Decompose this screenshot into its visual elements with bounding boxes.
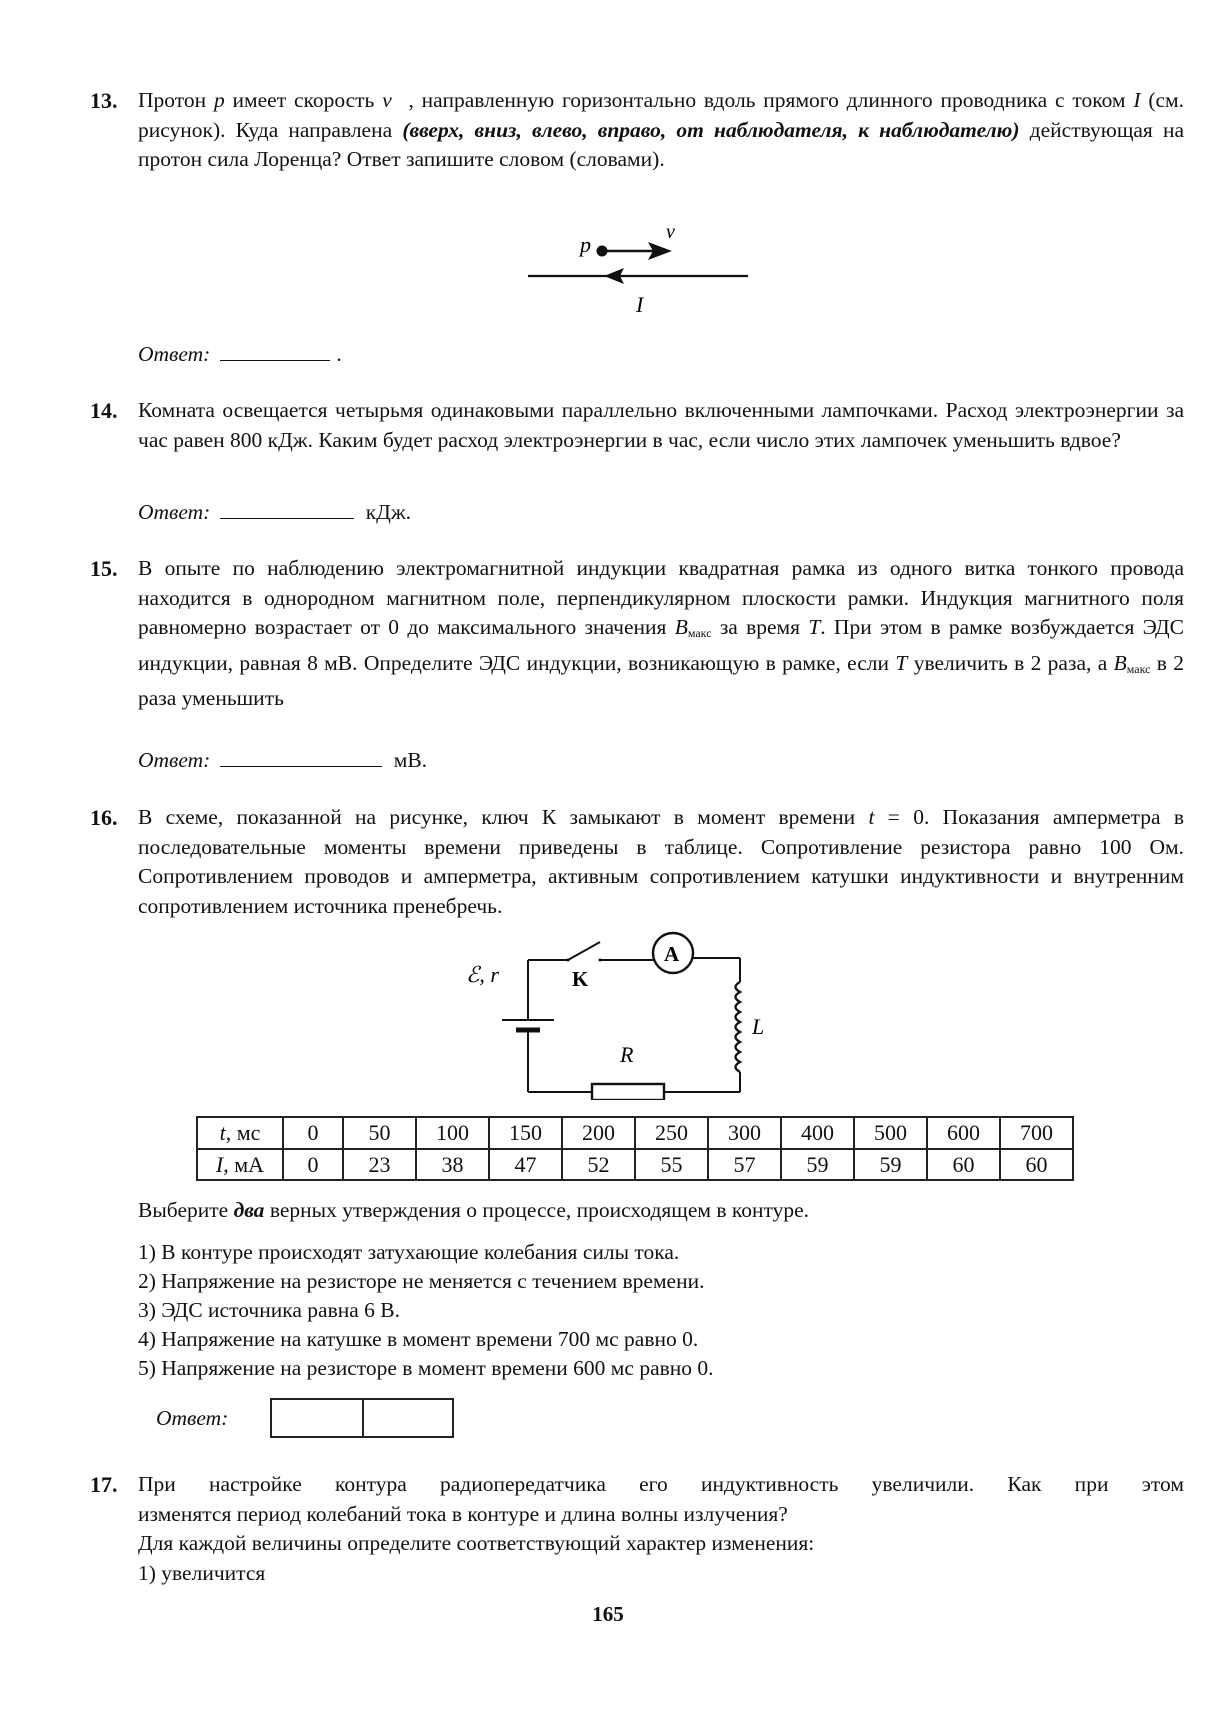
q16-number: 16. [90,805,118,830]
table-head-time: t, мс [197,1117,283,1149]
q15-answer-field[interactable] [220,746,382,767]
table-head-current: I, мА [197,1149,283,1181]
q15-answer: Ответ: мВ. [138,748,428,772]
q15-text: В опыте по наблюдению электромагнитной индукции квадратная рамка из одного витка тонкого провода находится в однородном магнитном поле, перпендикулярном плоскости рамки. Индукция магнитного поля равномерно возрастает от 0 до максимального значения $B_{макс}$ за время T. При этом в рамке возбуждается ЭДС индукции, равная 8 мВ. Определите ЭДС индукции, возникающую в рамке, если T увеличить в 2 раза, а $B_{макс}$ в 2 раза уменьшить [138,556,1185,710]
q13-text: Протон p имеет скорость v⃗, направленную горизонтально вдоль прямого длинного проводника с током I (см. рисунок). Куда направлена (вверх, вниз, влево, вправо, от наблюдателя, к наблюдателю) действующая на протон сила Лоренца? Ответ запишите словом (словами). [138,88,1185,171]
circuit-diagram [460,930,790,1100]
table-cell: 57 [708,1149,781,1181]
table-cell: 250 [635,1117,708,1149]
resistor-rect [592,1084,664,1100]
q16-data-table [196,1116,1074,1181]
table-cell: 300 [708,1117,781,1149]
table-cell: 59 [781,1149,854,1181]
emf-label: ℰ, r [466,962,499,987]
q13-number: 13. [90,88,118,113]
q16-answer-label: Ответ: [156,1406,229,1430]
q14-number: 14. [90,398,118,423]
table-cell: 60 [927,1149,1000,1181]
table-cell: 150 [489,1117,562,1149]
fig-label-i: I [636,292,644,317]
q16-option-3: 3) ЭДС источника равна 6 В. [138,1298,400,1322]
inductor-coil [736,982,741,1072]
q14-answer: Ответ: кДж. [138,500,412,524]
fig-label-p: p [580,232,591,257]
resistor-label: R [620,1042,634,1067]
page-number: 165 [592,1602,624,1626]
table-cell: 59 [854,1149,927,1181]
q13-answer-field[interactable] [220,340,330,361]
table-cell: 60 [1000,1149,1073,1181]
table-cell: 0 [283,1117,343,1149]
key-label: K [572,967,589,991]
q16-option-1: 1) В контуре происходят затухающие колебания силы тока. [138,1240,680,1264]
q16-answer-box[interactable] [270,1398,454,1438]
q16-option-2: 2) Напряжение на резисторе не меняется с течением времени. [138,1269,705,1293]
key-switch [568,942,600,960]
fig-label-v: v⃗ [666,221,691,243]
q13-answer: Ответ: . [138,342,342,366]
table-cell: 700 [1000,1117,1073,1149]
table-cell: 200 [562,1117,635,1149]
table-row-time [197,1117,1073,1149]
q15-number: 15. [90,556,118,581]
ammeter-label: A [664,942,680,966]
table-cell: 100 [416,1117,489,1149]
inductor-label: L [752,1014,765,1039]
table-cell: 500 [854,1117,927,1149]
q16-text: В схеме, показанной на рисунке, ключ К замыкают в момент времени t = 0. Показания амперметра в последовательные моменты времени приведены в таблице. Сопротивление резистора равно 100 Ом. Сопротивлением проводов и амперметра, активным сопротивлением катушки индуктивности и внутренним сопротивлением источника пренебречь. [138,805,1185,918]
table-row-current [197,1149,1073,1181]
q16-prompt: Выберите два верных утверждения о процессе, происходящем в контуре. [138,1198,810,1222]
q13-figure [520,218,760,318]
table-cell: 55 [635,1149,708,1181]
answer-box-divider [362,1400,364,1436]
table-cell: 47 [489,1149,562,1181]
q14-answer-field[interactable] [220,498,354,519]
table-cell: 50 [343,1117,416,1149]
q16-option-4: 4) Напряжение на катушке в момент времени 700 мс равно 0. [138,1327,699,1351]
table-cell: 400 [781,1117,854,1149]
table-cell: 600 [927,1117,1000,1149]
table-cell: 0 [283,1149,343,1181]
table-cell: 52 [562,1149,635,1181]
table-cell: 38 [416,1149,489,1181]
q17-text: При настройке контура радиопередатчика его индуктивность увеличили. Как при этом изменятся период колебаний тока в контуре и длина волны излучения? Для каждой величины определите соответствующий характер изменения: 1) увеличится [138,1472,1184,1585]
q14-text: Комната освещается четырьмя одинаковыми параллельно включенными лампочками. Расход электроэнергии за час равен 800 кДж. Каким будет расход электроэнергии в час, если число этих лампочек уменьшить вдвое? [138,398,1184,452]
q16-option-5: 5) Напряжение на резисторе в момент времени 600 мс равно 0. [138,1356,714,1380]
table-cell: 23 [343,1149,416,1181]
q17-number: 17. [90,1472,118,1497]
